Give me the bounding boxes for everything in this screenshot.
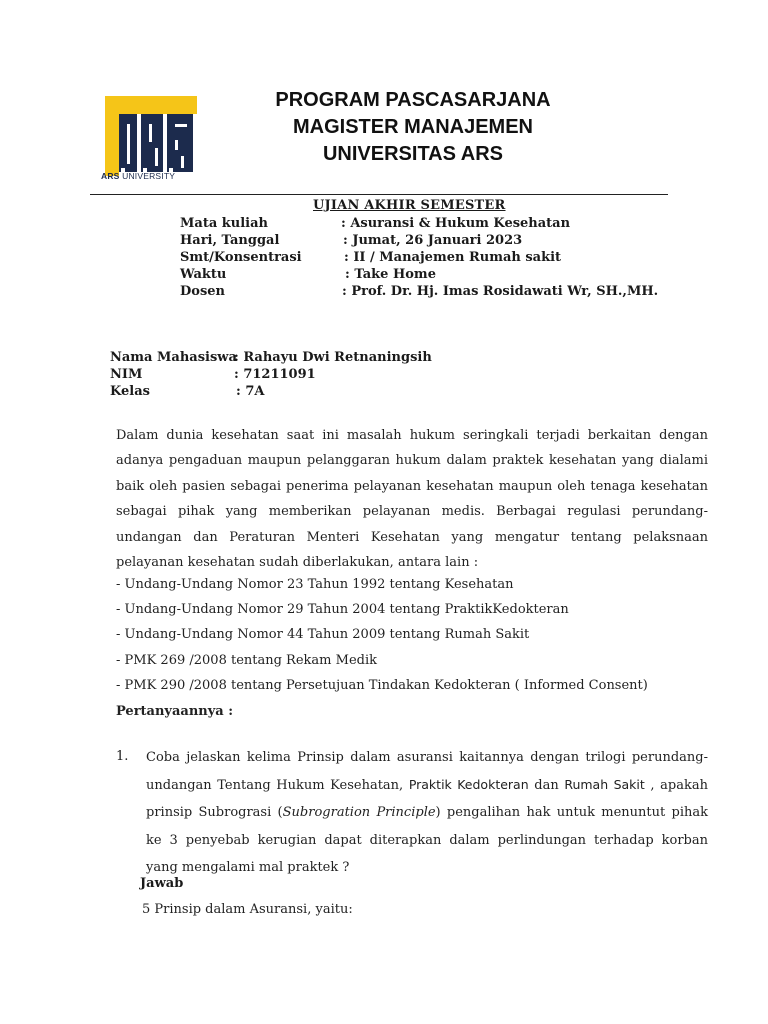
student-name-value: : Rahayu Dwi Retnaningsih xyxy=(234,350,432,365)
lecturer-value: : Prof. Dr. Hj. Imas Rosidawati Wr, SH.,MH. xyxy=(342,284,659,299)
nim-label: NIM xyxy=(110,367,143,382)
time-value: : Take Home xyxy=(345,267,436,282)
nim-value: : 71211091 xyxy=(234,367,316,382)
semester-label: Smt/Konsentrasi xyxy=(180,250,302,265)
questions-heading: Pertanyaannya : xyxy=(116,704,234,719)
question-term: Praktik Kedokteran xyxy=(408,777,529,793)
header-divider xyxy=(90,194,668,195)
question-term: Rumah Sakit xyxy=(564,777,645,793)
semester-value: : II / Manajemen Rumah sakit xyxy=(344,250,562,265)
program-title: PROGRAM PASCASARJANA xyxy=(275,89,551,111)
answer-heading: Jawab xyxy=(140,876,184,891)
logo-caption: ARS UNIVERSITY xyxy=(101,171,176,181)
class-label: Kelas xyxy=(110,384,150,399)
program-subtitle: MAGISTER MANAJEMEN xyxy=(292,116,533,138)
intro-paragraph: Dalam dunia kesehatan saat ini masalah hukum seringkali terjadi berkaitan dengan adanya pengaduan maupun pelanggaran hukum dalam praktek kesehatan yang dialami baik oleh pasien sebagai penerima pelayanan kesehatan maupun oleh tenaga kesehatan sebagai pihak yang memberikan pelayanan medis. Berbagai regulasi perundang- undangan dan Peraturan Menteri Kesehatan yang mengatur tentang pelaksnaan pelayanan kesehatan sudah diberlakukan, antara lain : xyxy=(116,428,708,571)
ars-university-logo xyxy=(105,88,197,184)
exam-title: UJIAN AKHIR SEMESTER xyxy=(313,198,506,213)
course-value: : Asuransi & Hukum Kesehatan xyxy=(341,216,571,231)
lecturer-label: Dosen xyxy=(180,284,225,299)
student-name-label: Nama Mahasiswa xyxy=(110,350,237,365)
date-value: : Jumat, 26 Januari 2023 xyxy=(343,233,523,248)
question-italic-term: Subrogration Principle xyxy=(282,805,436,821)
time-label: Waktu xyxy=(180,267,227,282)
question-text: Coba jelaskan kelima Prinsip dalam asuransi kaitannya dengan trilogi perundang-undangan Tentang Hukum Kesehatan, Praktik Kedokteran dan Rumah Sakit , apakah prinsip Subrograsi (Subrogration Principle) pengalihan hak untuk menuntut pihak ke 3 penyebab kerugian dapat diterapkan dalam perlindungan terhadap korban yang mengalami mal praktek ? xyxy=(146,750,709,875)
list-item: - Undang-Undang Nomor 44 Tahun 2009 tentang Rumah Sakit xyxy=(116,627,530,642)
list-item: - Undang-Undang Nomor 29 Tahun 2004 tentang PraktikKedokteran xyxy=(116,602,569,617)
course-label: Mata kuliah xyxy=(180,216,268,231)
class-value: : 7A xyxy=(236,384,265,399)
date-label: Hari, Tanggal xyxy=(180,233,280,248)
question-number: 1. xyxy=(116,749,129,764)
answer-intro: 5 Prinsip dalam Asuransi, yaitu: xyxy=(142,902,353,917)
list-item: - Undang-Undang Nomor 23 Tahun 1992 tentang Kesehatan xyxy=(116,577,514,592)
university-name: UNIVERSITAS ARS xyxy=(322,143,504,165)
list-item: - PMK 290 /2008 tentang Persetujuan Tindakan Kedokteran ( Informed Consent) xyxy=(116,678,648,693)
list-item: - PMK 269 /2008 tentang Rekam Medik xyxy=(116,653,377,668)
